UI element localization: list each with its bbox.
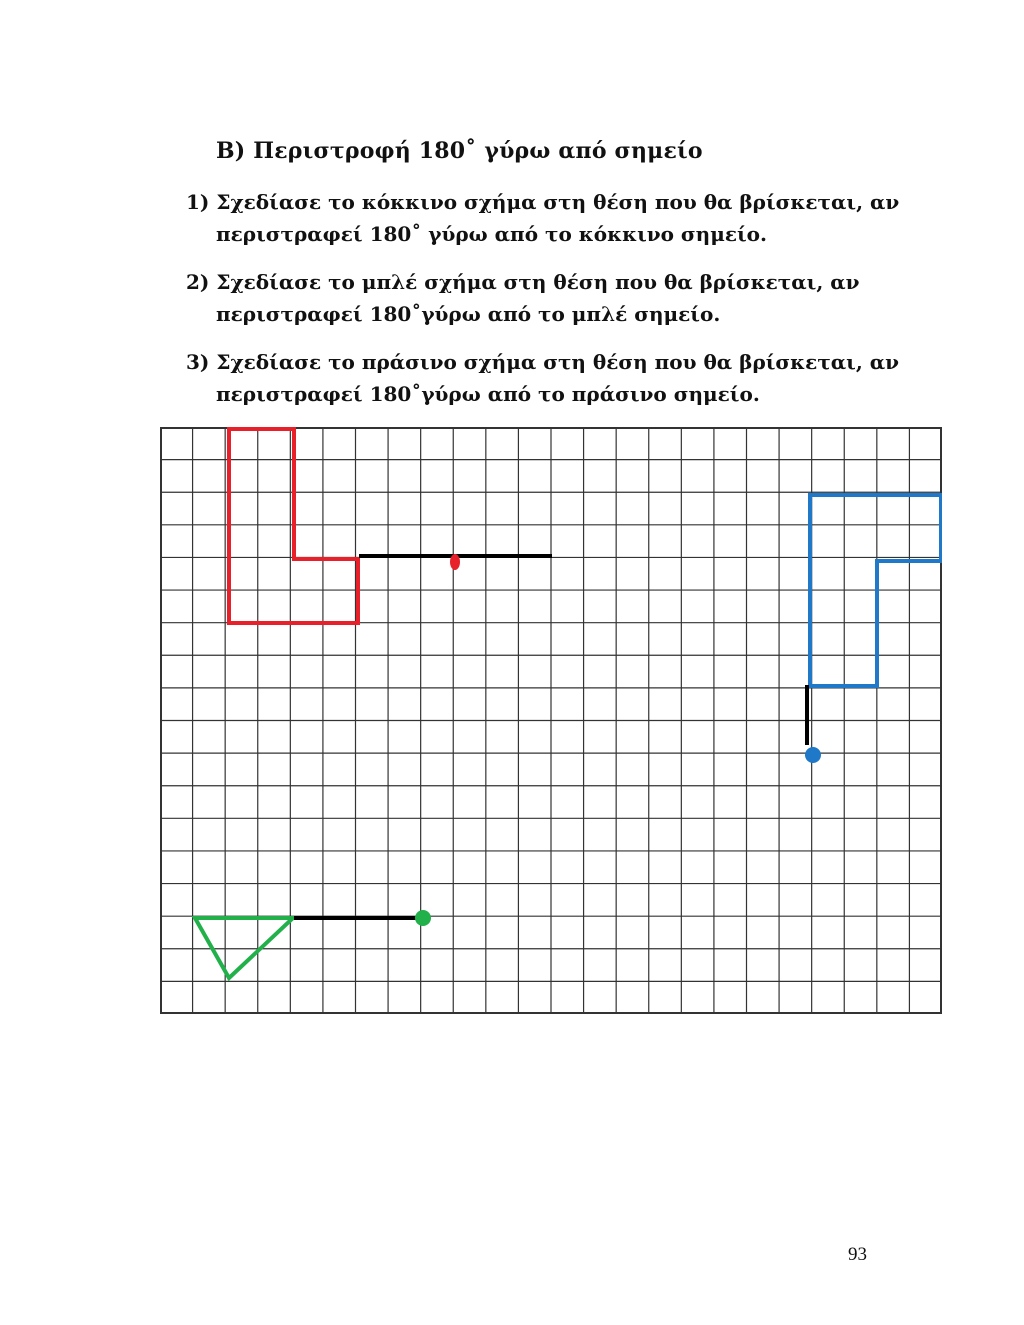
page-number: 93 [848, 1244, 867, 1265]
task-1 [186, 186, 900, 250]
task-2-line-2: περιστραφεί 180˚γύρω από το μπλέ σημείο. [216, 302, 721, 326]
grid-lines [160, 427, 942, 1014]
grid-canvas [160, 427, 942, 1014]
task-2 [186, 266, 866, 330]
task-2-line-1: 2) Σχεδίασε το μπλέ σχήμα στη θέση που θα βρίσκεται, αν [186, 270, 860, 294]
task-1-line-2: περιστραφεί 180˚ γύρω από το κόκκινο σημείο. [216, 222, 767, 246]
red-l-shape [229, 429, 358, 623]
task-3 [186, 346, 900, 410]
red-rotation-point [450, 554, 460, 570]
task-1-line-1: 1) Σχεδίασε το κόκκινο σχήμα στη θέση που θα βρίσκεται, αν [186, 190, 900, 214]
task-3-line-1: 3) Σχεδίασε το πράσινο σχήμα στη θέση που θα βρίσκεται, αν [186, 350, 900, 374]
section-title: Β) Περιστροφή 180˚ γύρω από σημείο [216, 138, 703, 164]
green-triangle [195, 918, 293, 978]
green-rotation-point [415, 910, 431, 926]
task-3-line-2: περιστραφεί 180˚γύρω από το πράσινο σημείο. [216, 382, 760, 406]
blue-rotation-point [805, 747, 821, 763]
grid-figure [160, 427, 942, 1014]
